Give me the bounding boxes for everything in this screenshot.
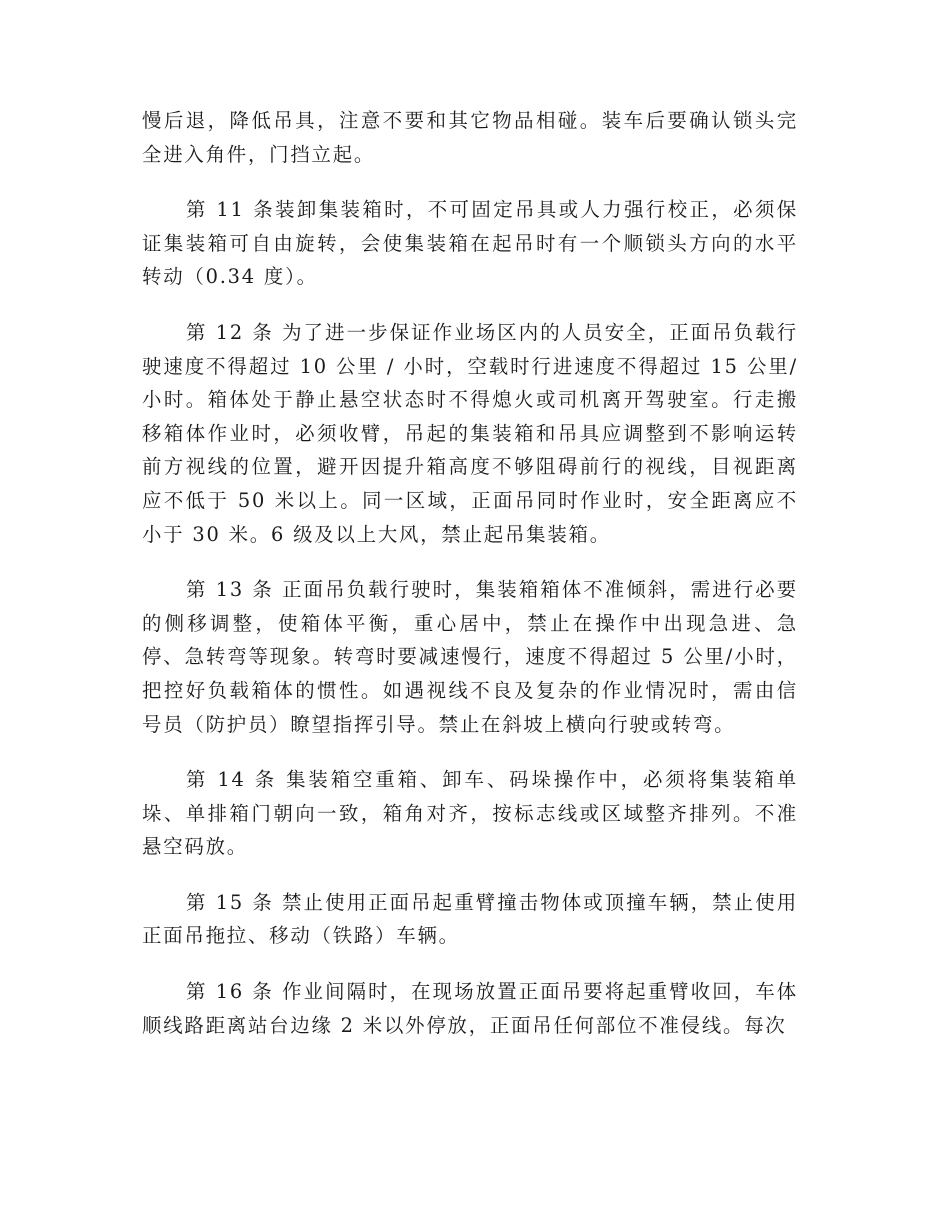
paragraph-article-11: 第 11 条装卸集装箱时，不可固定吊具或人力强行校正，必须保证集装箱可自由旋转，会使集装箱在起吊时有一个顺锁头方向的水平转动（0.34 度）。 (142, 198, 798, 289)
paragraph-article-16: 第 16 条 作业间隔时，在现场放置正面吊要将起重臂收回，车体顺线路距离站台边缘 2 米以外停放，正面吊任何部位不准侵线。每次 (142, 980, 798, 1037)
paragraph-article-12: 第 12 条 为了进一步保证作业场区内的人员安全，正面吊负载行驶速度不得超过 10 公里 / 小时，空载时行进速度不得超过 15 公里/小时。箱体处于静止悬空状态时不得熄火或司机离开驾驶室。行走搬移箱体作业时，必须收臂，吊起的集装箱和吊具应调整到不影响运转前方视线的位置，避开因提升箱高度不够阻碍前行的视线，目视距离应不低于 50 米以上。同一区域，正面吊同时作业时，安全距离应不小于 30 米。6 级及以上大风，禁止起吊集装箱。 (142, 320, 798, 546)
paragraph-article-14: 第 14 条 集装箱空重箱、卸车、码垛操作中，必须将集装箱单垛、单排箱门朝向一致，箱角对齐，按标志线或区域整齐排列。不准悬空码放。 (142, 768, 798, 859)
paragraph-article-15: 第 15 条 禁止使用正面吊起重臂撞击物体或顶撞车辆，禁止使用正面吊拖拉、移动（铁路）车辆。 (142, 890, 798, 948)
document-body (142, 104, 798, 1064)
paragraph-article-13: 第 13 条 正面吊负载行驶时，集装箱箱体不准倾斜，需进行必要的侧移调整，使箱体平衡，重心居中，禁止在操作中出现急进、急停、急转弯等现象。转弯时要减速慢行，速度不得超过 5 公里/小时，把控好负载箱体的惯性。如遇视线不良及复杂的作业情况时，需由信号员（防护员）瞭望指挥引导。禁止在斜坡上横向行驶或转弯。 (142, 578, 798, 736)
paragraph-continuation: 慢后退，降低吊具，注意不要和其它物品相碰。装车后要确认锁头完全进入角件，门挡立起。 (142, 109, 798, 166)
